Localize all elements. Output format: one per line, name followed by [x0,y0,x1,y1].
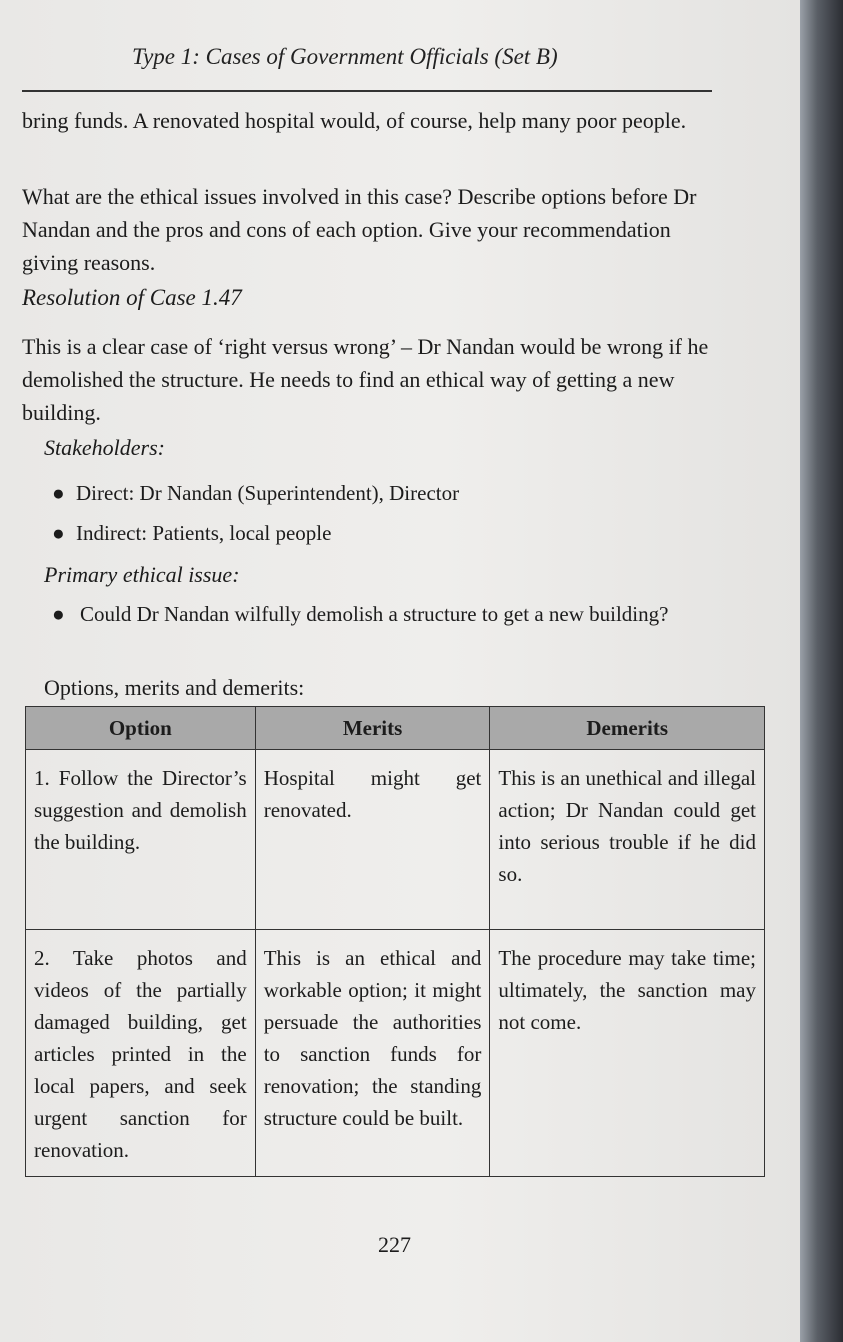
table-cell: The procedure may take time; ultimately, the sanction may not come. [490,930,765,1177]
bullet-icon: ● [52,521,65,545]
options-label: Options, merits and demerits: [44,675,305,700]
table-row [26,750,765,930]
table-cell: 1. Follow the Director’s suggestion and demolish the building. [26,750,256,930]
primary-issue-label: Primary ethical issue: [44,562,240,587]
bullet-icon: ● [52,481,65,505]
table-row [26,930,765,1177]
table-header-row [26,707,765,750]
column-header-demerits: Demerits [490,707,765,750]
page-number: 227 [378,1232,411,1257]
list-item: ● Indirect: Patients, local people [52,517,331,550]
table-cell: 2. Take photos and videos of the partially damaged building, get articles printed in the local papers, and seek urgent sanction for renovation. [26,930,256,1177]
intro-paragraph: bring funds. A renovated hospital would, of course, help many poor people. [22,108,687,133]
table-cell: This is an ethical and workable option; it might persuade the authorities to sanction funds for renovation; the standing structure could be built. [255,930,490,1177]
list-item: ● Direct: Dr Nandan (Superintendent), Director [52,477,459,510]
column-header-merits: Merits [255,707,490,750]
column-header-option: Option [26,707,256,750]
table-cell: Hospital might get renovated. [255,750,490,930]
list-item: ● Could Dr Nandan wilfully demolish a structure to get a new building? [52,596,732,632]
bullet-icon: ● [52,602,65,626]
stakeholders-label: Stakeholders: [44,435,165,460]
header-rule [22,90,712,92]
page-edge [800,0,843,1342]
table-cell: This is an unethical and illegal action; Dr Nandan could get into serious trouble if he did so. [490,750,765,930]
options-table [25,706,765,1177]
question-paragraph: What are the ethical issues involved in this case? Describe options before Dr Nandan and the pros and cons of each option. Give your recommendation giving reasons. [22,184,697,275]
resolution-paragraph: This is a clear case of ‘right versus wrong’ – Dr Nandan would be wrong if he demolished the structure. He needs to find an ethical way of getting a new building. [22,334,709,425]
resolution-heading: Resolution of Case 1.47 [22,285,242,310]
running-header: Type 1: Cases of Government Officials (Set B) [132,44,558,69]
